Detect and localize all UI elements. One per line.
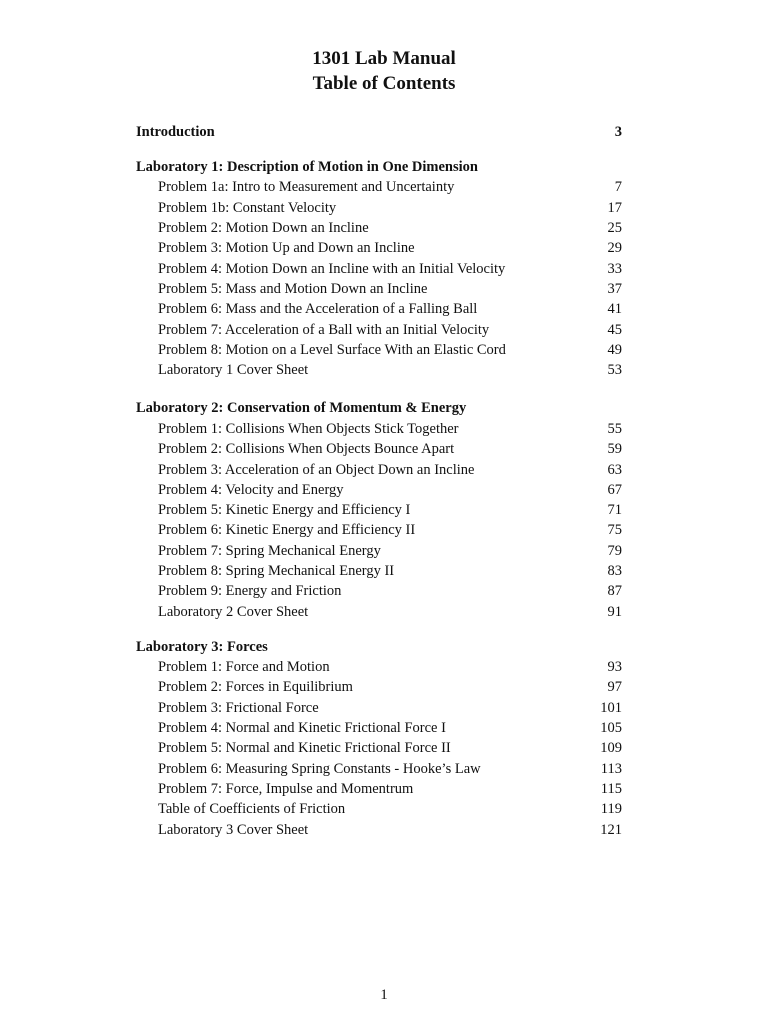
toc-entry xyxy=(136,238,622,258)
toc-entry xyxy=(136,520,622,540)
toc-entry xyxy=(136,759,622,779)
toc-entry xyxy=(136,602,622,622)
toc-entry xyxy=(136,419,622,439)
toc-page-number: 83 xyxy=(607,563,622,579)
toc-entry xyxy=(136,541,622,561)
toc-page-number: 113 xyxy=(600,761,622,777)
toc-page-number: 75 xyxy=(607,522,622,538)
toc-page-number: 115 xyxy=(600,781,622,797)
toc-label: Problem 6: Mass and the Acceleration of a Falling Ball xyxy=(158,301,478,317)
toc-section-heading xyxy=(136,398,622,418)
toc-page-number: 41 xyxy=(607,301,622,317)
toc-label: Problem 3: Motion Up and Down an Incline xyxy=(158,240,415,256)
toc-page-number: 7 xyxy=(614,179,622,195)
toc-label: Introduction xyxy=(136,124,215,140)
toc-entry xyxy=(136,799,622,819)
toc-label: Problem 2: Motion Down an Incline xyxy=(158,220,369,236)
toc-label: Problem 2: Forces in Equilibrium xyxy=(158,679,353,695)
toc-page-number: 17 xyxy=(607,200,622,216)
toc-label: Laboratory 1: Description of Motion in One Dimension xyxy=(136,159,478,175)
toc-section-heading xyxy=(136,637,622,657)
toc-label: Laboratory 2: Conservation of Momentum & Energy xyxy=(136,400,467,416)
toc-label: Problem 8: Spring Mechanical Energy II xyxy=(158,563,395,579)
toc-page-number: 59 xyxy=(607,441,622,457)
toc-entry xyxy=(136,677,622,697)
toc-label: Laboratory 3 Cover Sheet xyxy=(158,822,309,838)
toc-page-number: 55 xyxy=(607,421,622,437)
toc-entry xyxy=(136,279,622,299)
toc-page-number: 49 xyxy=(607,342,622,358)
toc-entry xyxy=(136,561,622,581)
toc-label: Laboratory 3: Forces xyxy=(136,639,268,655)
toc-page-number: 63 xyxy=(607,462,622,478)
toc-page-number: 93 xyxy=(607,659,622,675)
toc-label: Problem 7: Acceleration of a Ball with an Initial Velocity xyxy=(158,322,490,338)
toc-entry xyxy=(136,218,622,238)
toc-page-number: 97 xyxy=(607,679,622,695)
toc-page-number: 87 xyxy=(607,583,622,599)
toc-entry xyxy=(136,698,622,718)
toc-label: Problem 8: Motion on a Level Surface With an Elastic Cord xyxy=(158,342,506,358)
toc-page-number: 3 xyxy=(614,124,622,140)
toc-page-number: 121 xyxy=(600,822,622,838)
toc-label: Laboratory 1 Cover Sheet xyxy=(158,362,309,378)
toc-label: Problem 4: Motion Down an Incline with an Initial Velocity xyxy=(158,261,506,277)
toc-page-number: 79 xyxy=(607,543,622,559)
toc-label: Problem 5: Kinetic Energy and Efficiency I xyxy=(158,502,411,518)
toc-entry xyxy=(136,299,622,319)
toc-entry xyxy=(136,198,622,218)
toc-label: Laboratory 2 Cover Sheet xyxy=(158,604,309,620)
toc-entry xyxy=(136,340,622,360)
toc-introduction xyxy=(136,122,622,142)
toc-entry xyxy=(136,657,622,677)
toc-label: Problem 1a: Intro to Measurement and Uncertainty xyxy=(158,179,455,195)
toc-label: Problem 2: Collisions When Objects Bounce Apart xyxy=(158,441,455,457)
toc-entry xyxy=(136,259,622,279)
toc-page-number: 25 xyxy=(607,220,622,236)
toc-label: Problem 1: Collisions When Objects Stick Together xyxy=(158,421,459,437)
toc-label: Problem 5: Mass and Motion Down an Incline xyxy=(158,281,428,297)
toc-label: Problem 4: Normal and Kinetic Frictional Force I xyxy=(158,720,446,736)
toc-entry xyxy=(136,320,622,340)
toc-page-number: 67 xyxy=(607,482,622,498)
toc-label: Problem 4: Velocity and Energy xyxy=(158,482,344,498)
footer-page-number: 1 xyxy=(380,987,388,1003)
toc-label: Problem 3: Acceleration of an Object Down an Incline xyxy=(158,462,475,478)
toc-entry xyxy=(136,500,622,520)
toc-entry xyxy=(136,738,622,758)
toc-page-number: 105 xyxy=(600,720,622,736)
toc-page-number: 71 xyxy=(607,502,622,518)
toc-page-number: 37 xyxy=(607,281,622,297)
toc-label: Problem 6: Kinetic Energy and Efficiency II xyxy=(158,522,416,538)
page-title: 1301 Lab Manual xyxy=(312,48,456,69)
page-subtitle: Table of Contents xyxy=(312,73,456,94)
toc-page-number: 53 xyxy=(607,362,622,378)
toc-label: Problem 5: Normal and Kinetic Frictional Force II xyxy=(158,740,451,756)
toc-entry xyxy=(136,820,622,840)
toc-entry xyxy=(136,581,622,601)
toc-entry xyxy=(136,480,622,500)
toc-entry xyxy=(136,460,622,480)
toc-page-number: 33 xyxy=(607,261,622,277)
toc-label: Problem 1b: Constant Velocity xyxy=(158,200,337,216)
toc-label: Problem 1: Force and Motion xyxy=(158,659,330,675)
toc-label: Problem 6: Measuring Spring Constants - Hooke’s Law xyxy=(158,761,481,777)
toc-page-number: 119 xyxy=(600,801,622,817)
toc-entry xyxy=(136,439,622,459)
toc-entry xyxy=(136,718,622,738)
toc-label: Table of Coefficients of Friction xyxy=(158,801,346,817)
toc-entry xyxy=(136,360,622,380)
toc-entry xyxy=(136,177,622,197)
toc-page-number: 29 xyxy=(607,240,622,256)
toc-entry xyxy=(136,779,622,799)
toc-label: Problem 9: Energy and Friction xyxy=(158,583,342,599)
toc-label: Problem 7: Force, Impulse and Momentrum xyxy=(158,781,414,797)
toc-label: Problem 7: Spring Mechanical Energy xyxy=(158,543,381,559)
toc-page-number: 45 xyxy=(607,322,622,338)
toc-page-number: 91 xyxy=(607,604,622,620)
toc-section-heading xyxy=(136,157,622,177)
toc-page-number: 109 xyxy=(600,740,622,756)
toc-label: Problem 3: Frictional Force xyxy=(158,700,319,716)
toc-page-number: 101 xyxy=(600,700,622,716)
